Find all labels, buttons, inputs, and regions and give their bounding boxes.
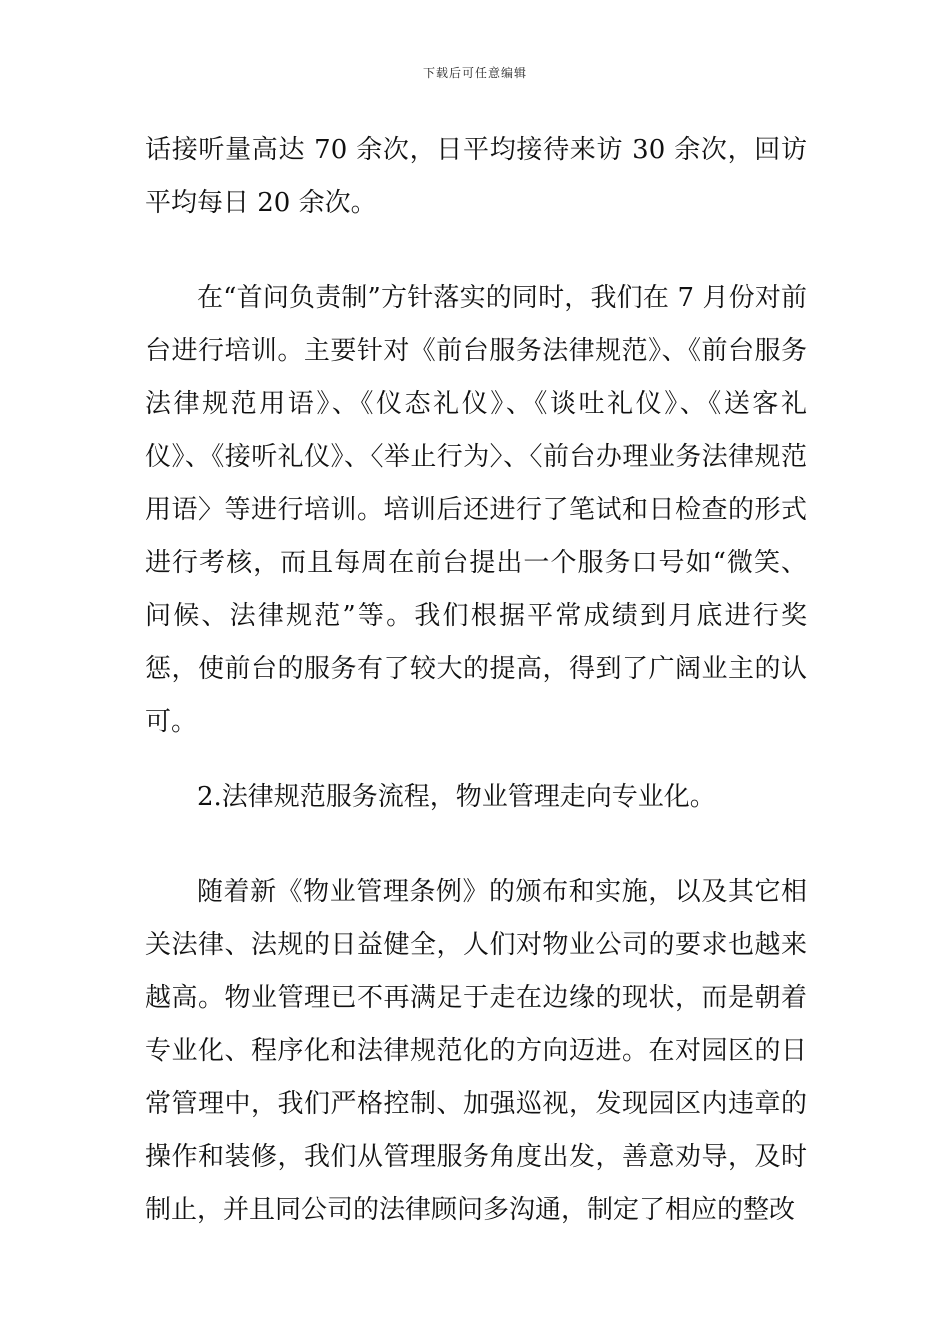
paragraph-text: 在“首问负责制”方针落实的同时，我们在 7 月份对前台进行培训。主要针对《前台服务法律规范》、《前台服务法律规范用语》、《仪态礼仪》、《谈吐礼仪》、《送客礼仪》、《接听礼仪》、〈举止行为〉、〈前台办理业务法律规范用语〉等进行培训。培训后还进行了笔试和日检查的形式进行考核，而且每周在前台提出一个服务口号如“微笑、问候、法律规范”等。我们根据平常成绩到月底进行奖惩，使前台的服务有了较大的提高，得到了广阔业主的认可。 (145, 283, 807, 737)
heading-text: 2.法律规范服务流程，物业管理走向专业化。 (197, 782, 716, 812)
paragraph-2 (145, 272, 807, 749)
paragraph-text: 随着新《物业管理条例》的颁布和实施，以及其它相关法律、法规的日益健全，人们对物业公司的要求也越来越高。物业管理已不再满足于走在边缘的现状，而是朝着专业化、程序化和法律规范化的方向迈进。在对园区的日常管理中，我们严格控制、加强巡视，发现园区内违章的操作和装修，我们从管理服务角度出发，善意劝导，及时制止，并且同公司的法律顾问多沟通，制定了相应的整改 (145, 877, 807, 1225)
page-header: 下载后可任意编辑 (422, 66, 527, 80)
section-heading (145, 771, 807, 824)
paragraph-4 (145, 866, 807, 1237)
paragraph-text: 话接听量高达 70 余次，日平均接待来访 30 余次，回访平均每日 20 余次。 (145, 135, 807, 218)
paragraph-1 (145, 124, 807, 230)
